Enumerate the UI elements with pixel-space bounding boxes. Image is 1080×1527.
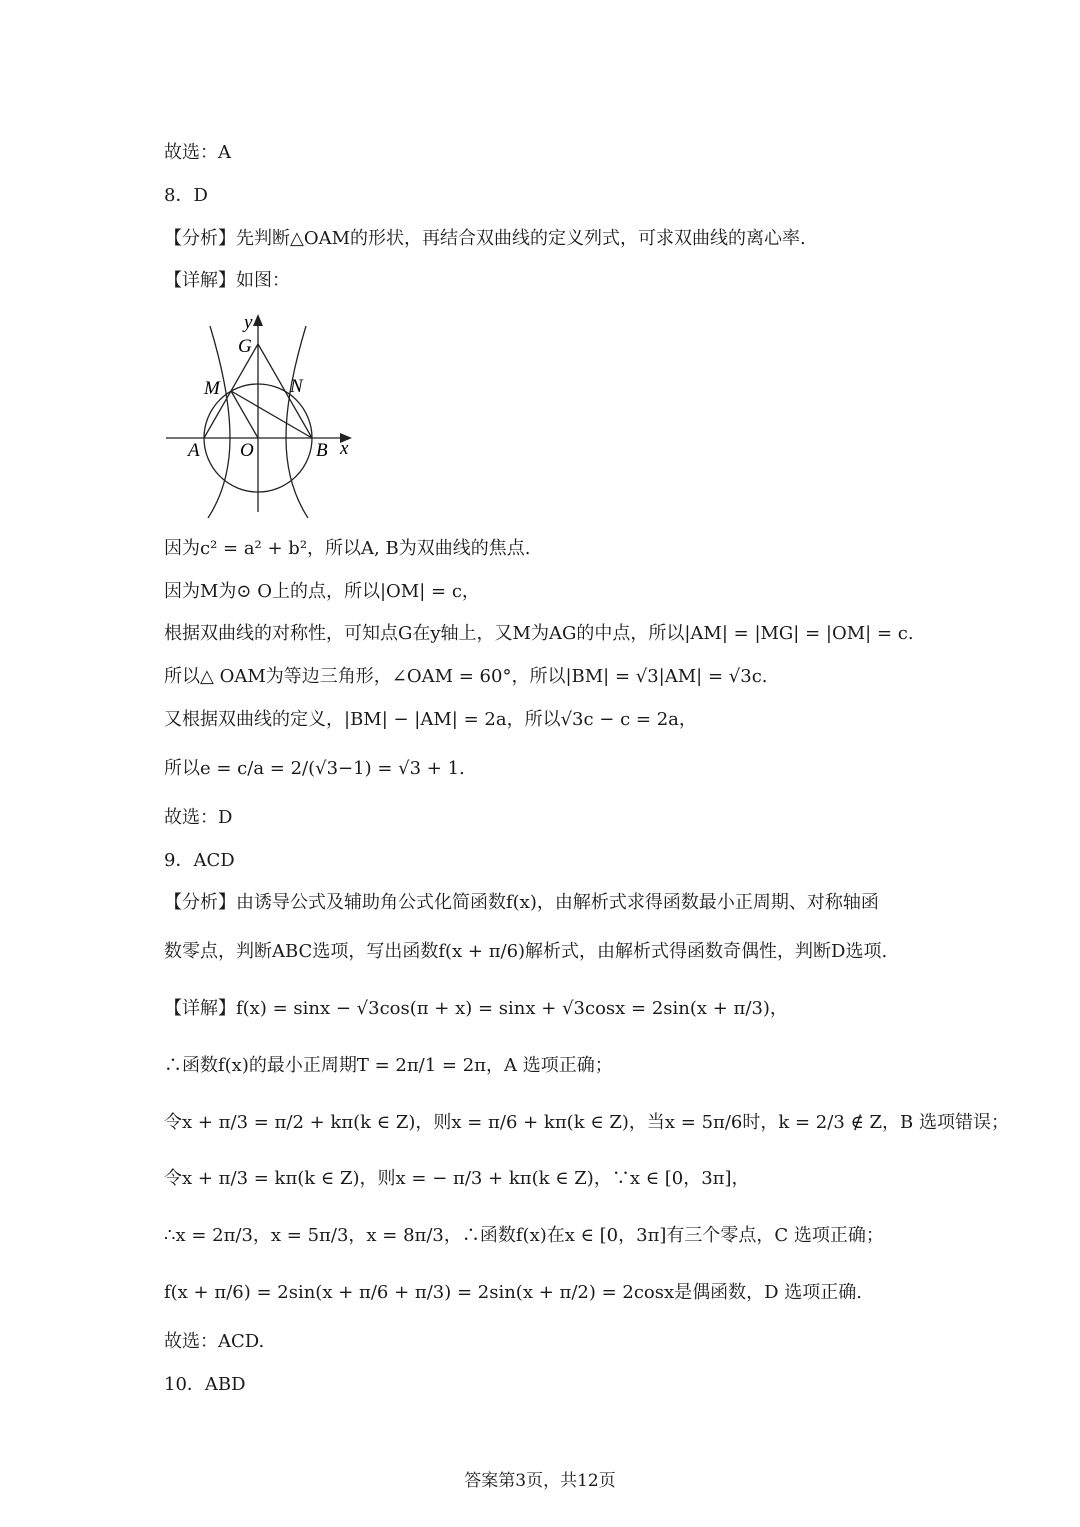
question-9-answer: 9．ACD [164, 850, 235, 871]
q8-detail-heading: 【详解】如图： [164, 270, 290, 291]
q8-step-symmetry: 根据双曲线的对称性，可知点G在y轴上，又M为AG的中点，所以|AM| = |MG| = |OM| = c. [164, 623, 914, 644]
q8-analysis: 【分析】先判断△OAM的形状，再结合双曲线的定义列式，可求双曲线的离心率. [164, 228, 806, 249]
q9-choice: 故选：ACD. [164, 1331, 265, 1352]
question-8-answer: 8．D [164, 185, 208, 206]
line-mo [231, 391, 258, 438]
hyperbola-left-branch [208, 326, 230, 518]
q8-step-om: 因为M为⊙ O上的点，所以|OM| = c， [164, 581, 480, 602]
label-b: B [316, 440, 328, 461]
q9-analysis-1: 【分析】由诱导公式及辅助角公式化简函数f(x)，由解析式求得函数最小正周期、对称轴函 [164, 892, 879, 913]
q9-even-function: f(x + π/6) = 2sin(x + π/6 + π/3) = 2sin(x + π/2) = 2cosx是偶函数，D 选项正确. [164, 1282, 863, 1303]
label-a: A [188, 440, 200, 461]
question-10-answer: 10．ABD [164, 1374, 246, 1395]
line-gb [258, 344, 312, 438]
y-axis-arrow [253, 314, 263, 326]
q8-step-equilateral: 所以△ OAM为等边三角形，∠OAM = 60°，所以|BM| = √3|AM| = √3c. [164, 666, 768, 687]
q9-zeros-result: ∴x = 2π/3，x = 5π/3，x = 8π/3，∴函数f(x)在x ∈ [0，3π]有三个零点，C 选项正确； [164, 1225, 884, 1246]
q8-step-eccentricity: 所以e = c/a = 2/(√3−1) = √3 + 1. [164, 758, 465, 779]
line-mb [231, 391, 312, 438]
q9-analysis-2: 数零点，判断ABC选项，写出函数f(x + π/6)解析式，由解析式得函数奇偶性，判断D选项. [164, 941, 888, 962]
q8-step-definition: 又根据双曲线的定义，|BM| − |AM| = 2a，所以√3c − c = 2a， [164, 709, 697, 730]
q9-zeros-setup: 令x + π/3 = kπ(k ∈ Z)，则x = − π/3 + kπ(k ∈ Z)，∵x ∈ [0，3π]， [164, 1168, 750, 1189]
q8-step-foci: 因为c² = a² + b²，所以A, B为双曲线的焦点. [164, 538, 531, 559]
label-n: N [290, 376, 303, 397]
label-y: y [244, 312, 253, 333]
answer-7-choice: 故选：A [164, 142, 231, 163]
page-footer: 答案第3页，共12页 [464, 1471, 616, 1491]
label-g: G [238, 336, 252, 357]
hyperbola-right-branch [286, 326, 308, 518]
q8-choice: 故选：D [164, 807, 233, 828]
q9-axis-of-symmetry: 令x + π/3 = π/2 + kπ(k ∈ Z)，则x = π/6 + kπ(k ∈ Z)，当x = 5π/6时，k = 2/3 ∉ Z，B 选项错误； [164, 1112, 1009, 1133]
label-o: O [240, 440, 254, 461]
label-x: x [340, 438, 349, 459]
q9-period: ∴函数f(x)的最小正周期T = 2π/1 = 2π，A 选项正确； [164, 1055, 613, 1076]
hyperbola-circle-figure [164, 312, 364, 522]
q9-detail-formula: 【详解】f(x) = sinx − √3cos(π + x) = sinx + √3cosx = 2sin(x + π/3)， [164, 998, 788, 1019]
label-m: M [204, 378, 220, 399]
